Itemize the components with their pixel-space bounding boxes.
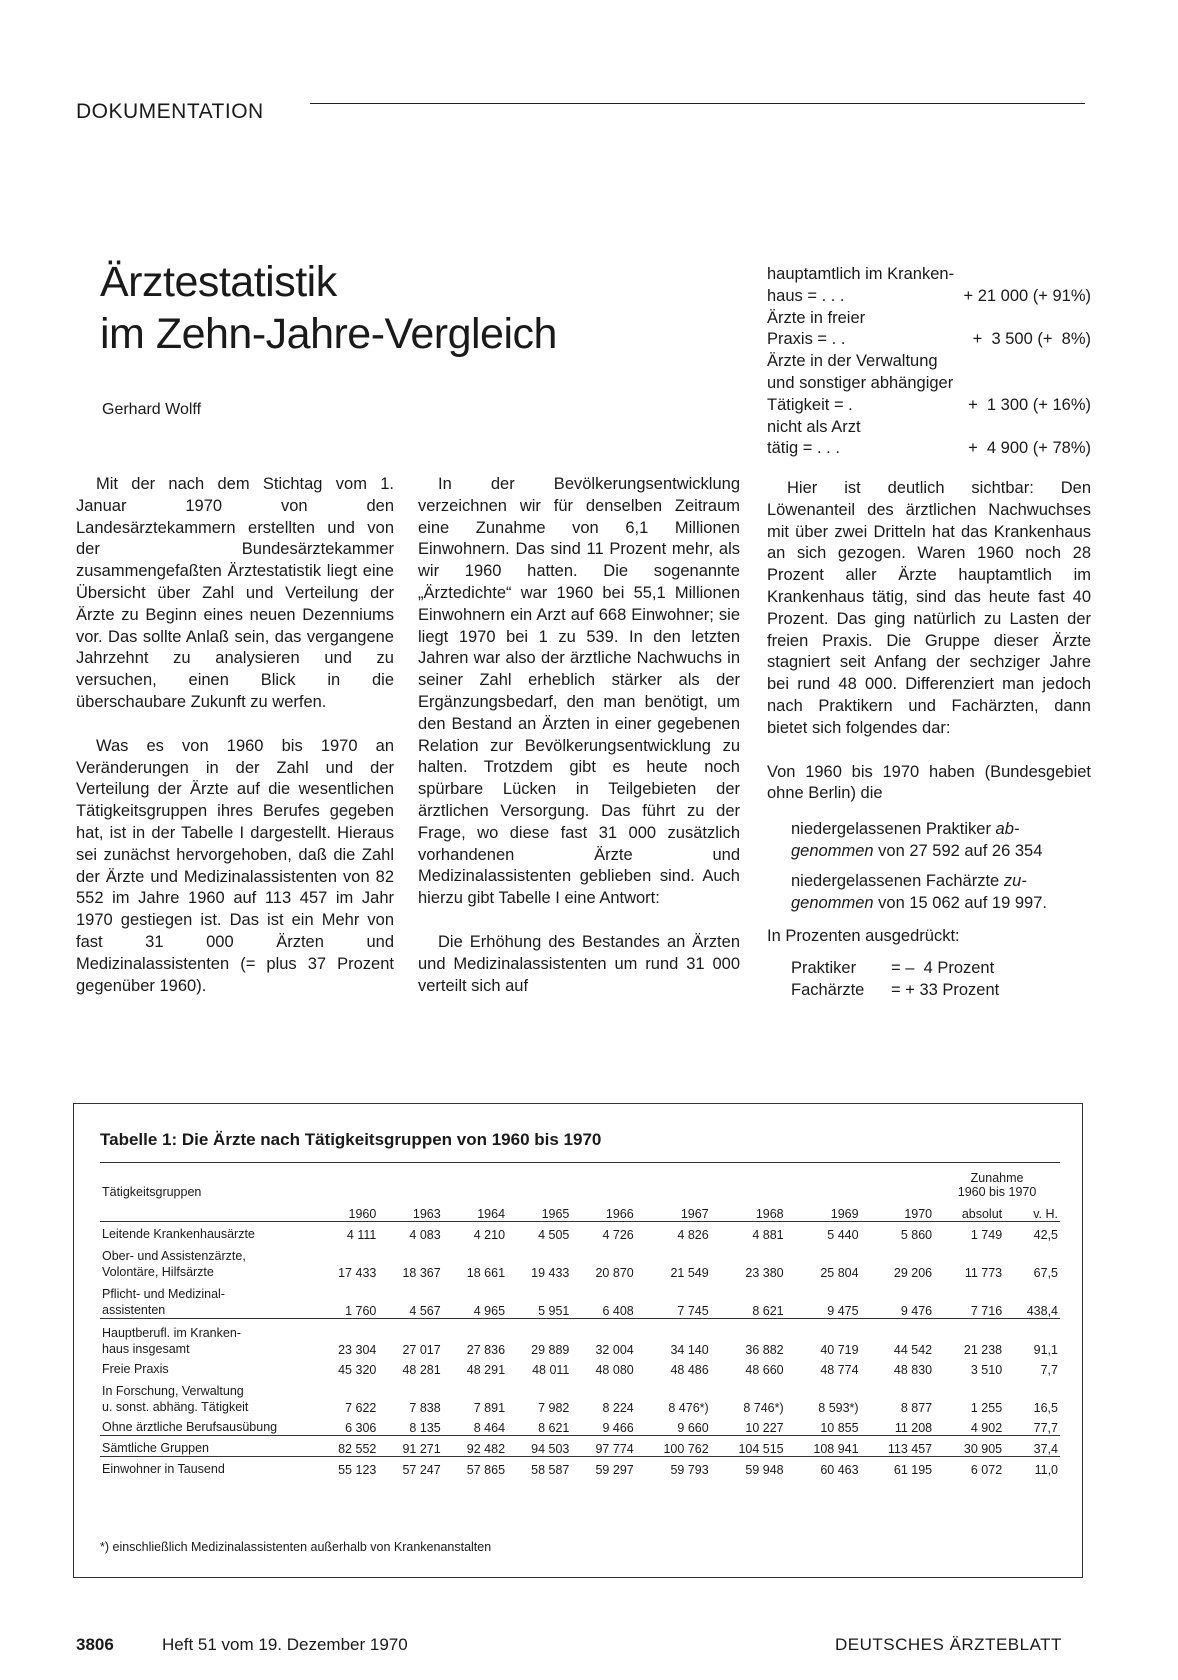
col1-paragraph-2: Was es von 1960 bis 1970 an Veränderungen in der Zahl und der Verteilung der Ärzte auf die wesentlichen Tätigkeitsgruppen ihres Berufes gegeben hat, ist in der Tabelle I dargestellt. Hieraus sei zunächst hervorgehoben, daß die Zahl der Ärzte und Medizinalassistenten von 82 552 im Jahre 1960 auf 113 457 im Jahr 1970 gestiegen ist. Das ist ein Mehr von fast 31 000 Ärzten und Medizinalassistenten (= plus 37 Prozent gegenüber 1960). (76, 736, 394, 995)
col-header-group: Tätigkeitsgruppen (102, 1185, 202, 1199)
table-cell: 48 660 (745, 1363, 784, 1377)
table-cell: 7 982 (538, 1401, 570, 1415)
column-1 (76, 474, 394, 997)
table-row (100, 1242, 1060, 1280)
percent-label: Praktiker (791, 959, 857, 978)
zunahme-header: Zunahme (970, 1171, 1024, 1185)
col3-paragraph-2: Von 1960 bis 1970 haben (Bundesgebiet ohne Berlin) die (767, 762, 1091, 803)
col2-paragraph-1: In der Bevölkerungsentwicklung verzeichnen wir für denselben Zeitraum eine Zunahme von 6,1 Millionen Einwohnern. Das sind 11 Prozent mehr, als wir 1960 hatten. Die sogenannte „Ärztedichte“ war 1960 bei 55,1 Millionen Einwohnern ein Arzt auf 668 Einwohner; sie liegt 1970 bei 1 zu 539. In den letzten Jahren war also der ärztliche Nachwuchs in seiner Zahl erheblich stärker als der Ergänzungsbedarf, den man benötigt, um den Bestand an Ärzten in einer gegebenen Relation zur Bevölkerungsentwicklung zu halten. Trotzdem gibt es heute noch spürbare Lücken in Teilgebieten der ärztlichen Versorgung. Das führt zu der Frage, wo diese fast 31 000 zusätzlich vorhandenen Ärzte und Medizinalassistenten geblieben sind. Auch hierzu gibt Tabelle I eine Antwort: (418, 475, 740, 908)
year-header: 1969 (786, 1199, 861, 1222)
table-cell: 25 804 (820, 1266, 859, 1280)
table-cell: 4 965 (473, 1304, 506, 1318)
year-header: 1960 (314, 1199, 378, 1222)
section-label: DOKUMENTATION (76, 100, 264, 123)
column-3 (767, 478, 1091, 1002)
table-cell: 4 826 (677, 1228, 709, 1242)
table-cell: 21 549 (670, 1266, 709, 1280)
table-row (100, 1377, 1060, 1415)
table-cell: 32 004 (571, 1319, 635, 1358)
col2-paragraph-2: Die Erhöhung des Bestandes an Ärzten und Medizinalassistenten um rund 31 000 verteilt sich auf (418, 932, 740, 995)
table-cell: 4 881 (752, 1228, 784, 1242)
table-cell: 9 660 (677, 1421, 709, 1435)
table-cell: 29 889 (507, 1319, 571, 1358)
percent-row (791, 958, 1091, 980)
table-cell-vh: 37,4 (1004, 1436, 1060, 1457)
table-cell: 45 320 (338, 1363, 377, 1377)
table-cell: 36 882 (711, 1319, 786, 1358)
table-cell: 100 762 (636, 1436, 711, 1457)
table-row (100, 1222, 1060, 1243)
table-cell-absolut: 6 072 (934, 1457, 1004, 1478)
table-cell: 58 587 (507, 1457, 571, 1478)
table-cell: 4 210 (473, 1228, 506, 1242)
row-label: Ohne ärztliche Berufsausübung (102, 1420, 278, 1434)
distribution-value: + 3 500 (+ 8%) (972, 330, 1091, 349)
change-text: niedergelassenen Praktiker (791, 820, 996, 839)
table-cell: 20 870 (595, 1266, 634, 1280)
zunahme-range: 1960 bis 1970 (957, 1185, 1037, 1199)
row-label: Ober- und Assistenzärzte, Volontäre, Hilfsärzte (102, 1249, 246, 1279)
table-cell: 5 860 (900, 1228, 933, 1242)
row-label: Hauptberufl. im Kranken- haus insgesamt (100, 1319, 314, 1358)
distribution-label: Ärzte in der Verwaltung und sonstiger abhängiger (767, 352, 954, 392)
table-cell: 8 593*) (818, 1401, 859, 1415)
table-cell: 104 515 (711, 1436, 786, 1457)
table-cell: 7 745 (677, 1304, 709, 1318)
table-row (100, 1457, 1060, 1478)
table-cell: 48 080 (595, 1363, 634, 1377)
percent-value: = + 33 Prozent (891, 980, 1000, 999)
table-title: Tabelle 1: Die Ärzte nach Tätigkeitsgruppen von 1960 bis 1970 (100, 1130, 602, 1149)
table-cell: 48 011 (532, 1363, 570, 1377)
table-cell: 19 433 (531, 1266, 570, 1280)
table-cell: 27 017 (378, 1319, 442, 1358)
table-cell-vh: 67,5 (1033, 1266, 1058, 1280)
table-cell: 91 271 (378, 1436, 442, 1457)
year-header: 1963 (378, 1199, 442, 1222)
table-row (100, 1357, 1060, 1377)
table-cell: 27 836 (443, 1319, 507, 1358)
column-2 (418, 474, 740, 997)
year-header: 1964 (443, 1199, 507, 1222)
year-header: 1967 (636, 1199, 711, 1222)
table-cell: 48 281 (402, 1363, 441, 1377)
table-cell-absolut: 30 905 (934, 1436, 1004, 1457)
table-cell: 59 948 (711, 1457, 786, 1478)
table-cell: 8 621 (538, 1421, 570, 1435)
table-cell: 9 475 (827, 1304, 859, 1318)
table-cell: 92 482 (443, 1436, 507, 1457)
table-cell: 4 726 (602, 1228, 634, 1242)
table-cell: 23 304 (314, 1319, 378, 1358)
table-cell: 94 503 (507, 1436, 571, 1457)
table-cell-absolut: 4 902 (970, 1421, 1003, 1435)
distribution-value: + 4 900 (+ 78%) (968, 439, 1091, 458)
distribution-item (767, 417, 1091, 461)
table-cell-vh: 16,5 (1033, 1401, 1058, 1415)
table-cell: 59 297 (571, 1457, 635, 1478)
distribution-value: + 1 300 (+ 16%) (968, 395, 1091, 414)
table-cell: 23 380 (745, 1266, 784, 1280)
table-row (100, 1319, 1060, 1358)
change-emphasis: genommen (791, 893, 874, 912)
col1-paragraph-1: Mit der nach dem Stichtag vom 1. Januar 1970 von den Landesärztekammern erstellten und von der Bundesärztekammer zusammengefaßten Ärztestatistik liegt eine Übersicht über Zahl und Verteilung der Ärzte zu Beginn eines neuen Dezenniums vor. Das sollte Anlaß sein, das vergangene Jahrzehnt zu analysieren und zu versuchen, einen Blick in die überschaubare Zukunft zu werfen. (76, 475, 394, 711)
change-emphasis: genommen (791, 841, 874, 860)
table-cell: 4 505 (538, 1228, 570, 1242)
table-cell: 4 567 (409, 1304, 441, 1318)
table-cell: 17 433 (338, 1266, 377, 1280)
table-cell: 18 661 (466, 1266, 506, 1280)
table-cell-absolut: 3 510 (970, 1363, 1003, 1377)
distribution-label: nicht als Arzt (767, 417, 861, 436)
row-label: In Forschung, Verwaltung u. sonst. abhäng. Tätigkeit (102, 1384, 249, 1414)
year-header: 1966 (571, 1199, 635, 1222)
table-cell: 9 476 (900, 1304, 933, 1318)
distribution-label: Ärzte in freier (767, 308, 866, 327)
table-cell-absolut: 11 773 (964, 1266, 1003, 1280)
table-cell: 8 224 (602, 1401, 634, 1415)
table-row (100, 1415, 1060, 1436)
table-cell: 9 466 (602, 1421, 634, 1435)
row-label: Leitende Krankenhausärzte (102, 1227, 255, 1241)
row-label: Sämtliche Gruppen (100, 1436, 314, 1457)
table-cell: 8 877 (900, 1401, 933, 1415)
table-cell: 61 195 (861, 1457, 935, 1478)
author: Gerhard Wolff (102, 401, 202, 418)
distribution-label: Praxis = . . (767, 330, 846, 349)
table-cell: 97 774 (571, 1436, 635, 1457)
table-cell-absolut: 7 716 (970, 1304, 1003, 1318)
table-cell: 82 552 (314, 1436, 378, 1457)
change-text: von 15 062 auf 19 997. (873, 893, 1047, 912)
table-cell-vh: 11,0 (1004, 1457, 1060, 1478)
table-cell-vh: 7,7 (1040, 1363, 1058, 1377)
distribution-item (767, 351, 1091, 416)
distribution-label: Tätigkeit = . (767, 395, 853, 414)
table-cell: 113 457 (861, 1436, 935, 1457)
percent-label: Fachärzte (791, 980, 865, 999)
year-header: 1965 (507, 1199, 571, 1222)
table-cell: 44 542 (861, 1319, 935, 1358)
table-cell: 108 941 (786, 1436, 861, 1457)
table-cell: 59 793 (636, 1457, 711, 1478)
table-cell: 4 111 (346, 1228, 377, 1242)
change-emphasis: ab- (995, 820, 1020, 839)
table-footnote: *) einschließlich Medizinalassistenten außerhalb von Krankenanstalten (100, 1540, 492, 1554)
table-cell-absolut: 21 238 (934, 1319, 1004, 1358)
distribution-value: + 21 000 (+ 91%) (963, 286, 1091, 305)
col3-paragraph-3: In Prozenten ausgedrückt: (767, 927, 960, 946)
table-cell: 55 123 (314, 1457, 378, 1478)
table-cell: 8 135 (409, 1421, 441, 1435)
table-cell: 4 083 (409, 1228, 441, 1242)
table-cell: 1 760 (345, 1304, 377, 1318)
table-row (100, 1436, 1060, 1457)
change-emphasis: zu- (1003, 871, 1027, 890)
percent-row (791, 980, 1091, 1002)
table-cell-vh: 438,4 (1026, 1304, 1058, 1318)
change-item-fachaerzte (791, 871, 1091, 915)
data-table (100, 1162, 1060, 1477)
distribution-label: haus = . . . (767, 286, 845, 305)
table-cell: 40 719 (786, 1319, 861, 1358)
page-number: 3806 (76, 1635, 114, 1654)
table-cell: 10 855 (820, 1421, 859, 1435)
table-cell: 8 464 (473, 1421, 506, 1435)
percent-value: = – 4 Prozent (891, 959, 995, 978)
table-cell: 10 227 (745, 1421, 784, 1435)
article-title (100, 256, 557, 360)
table-row (100, 1280, 1060, 1319)
change-item-praktiker (791, 819, 1091, 863)
table-cell: 11 208 (894, 1421, 933, 1435)
year-header: 1970 (861, 1199, 935, 1222)
table-cell: 48 486 (670, 1363, 709, 1377)
table-cell-vh: 77,7 (1033, 1421, 1058, 1435)
table-cell: 48 291 (466, 1363, 506, 1377)
journal-name: DEUTSCHES ÄRZTEBLATT (835, 1635, 1062, 1654)
header-rule (310, 103, 1085, 104)
change-list (791, 819, 1091, 914)
table-cell: 8 621 (752, 1304, 784, 1318)
title-line-2: im Zehn-Jahre-Vergleich (100, 310, 557, 358)
table-cell: 7 891 (473, 1401, 506, 1415)
year-header: 1968 (711, 1199, 786, 1222)
table-cell: 5 440 (827, 1228, 859, 1242)
table-cell: 29 206 (893, 1266, 933, 1280)
table-cell: 57 865 (443, 1457, 507, 1478)
distribution-label: tätig = . . . (767, 439, 840, 458)
col3-paragraph-1: Hier ist deutlich sichtbar: Den Löwenanteil des ärztlichen Nachwuchses mit über zwei Dritteln hat das Krankenhaus an sich gezogen. Waren 1960 noch 28 Prozent aller Ärzte hauptamtlich im Krankenhaus tätig, sind das heute fast 40 Prozent. Das ging natürlich zu Lasten der freien Praxis. Die Gruppe dieser Ärzte stagniert seit Anfang der sechziger Jahre bei rund 48 000. Differenziert man jedoch nach Praktikern und Fachärzten, dann bietet sich folgendes dar: (767, 479, 1091, 737)
table-cell: 8 476*) (668, 1401, 709, 1415)
row-label: Pflicht- und Medizinal- assistenten (102, 1287, 225, 1317)
table-cell: 5 951 (538, 1304, 570, 1318)
table-cell: 6 408 (602, 1304, 634, 1318)
table-cell-absolut: 1 255 (970, 1401, 1003, 1415)
col-header-vh: v. H. (1004, 1199, 1060, 1222)
table-cell: 57 247 (378, 1457, 442, 1478)
table-cell: 48 774 (820, 1363, 859, 1377)
table-cell: 7 838 (409, 1401, 441, 1415)
col-header-absolut: absolut (934, 1199, 1004, 1222)
table-cell-vh: 42,5 (1033, 1228, 1058, 1242)
change-text: niedergelassenen Fachärzte (791, 871, 1004, 890)
table-cell: 34 140 (636, 1319, 711, 1358)
table-cell-vh: 91,1 (1004, 1319, 1060, 1358)
distribution-item (767, 264, 1091, 308)
table-cell: 7 622 (345, 1401, 377, 1415)
distribution-label: hauptamtlich im Kranken- (767, 265, 955, 283)
table-cell: 8 746*) (743, 1401, 784, 1415)
distribution-list (767, 264, 1091, 460)
table-cell: 18 367 (402, 1266, 441, 1280)
percent-list (791, 958, 1091, 1002)
row-label: Freie Praxis (102, 1362, 169, 1376)
distribution-item (767, 308, 1091, 352)
table-cell: 6 306 (345, 1421, 377, 1435)
change-text: von 27 592 auf 26 354 (873, 841, 1043, 860)
row-label: Einwohner in Tausend (100, 1457, 314, 1478)
table-cell-absolut: 1 749 (970, 1228, 1003, 1242)
table-cell: 48 830 (893, 1363, 933, 1377)
title-line-1: Ärztestatistik (100, 258, 337, 306)
table-cell: 60 463 (786, 1457, 861, 1478)
issue-info: Heft 51 vom 19. Dezember 1970 (162, 1635, 408, 1654)
